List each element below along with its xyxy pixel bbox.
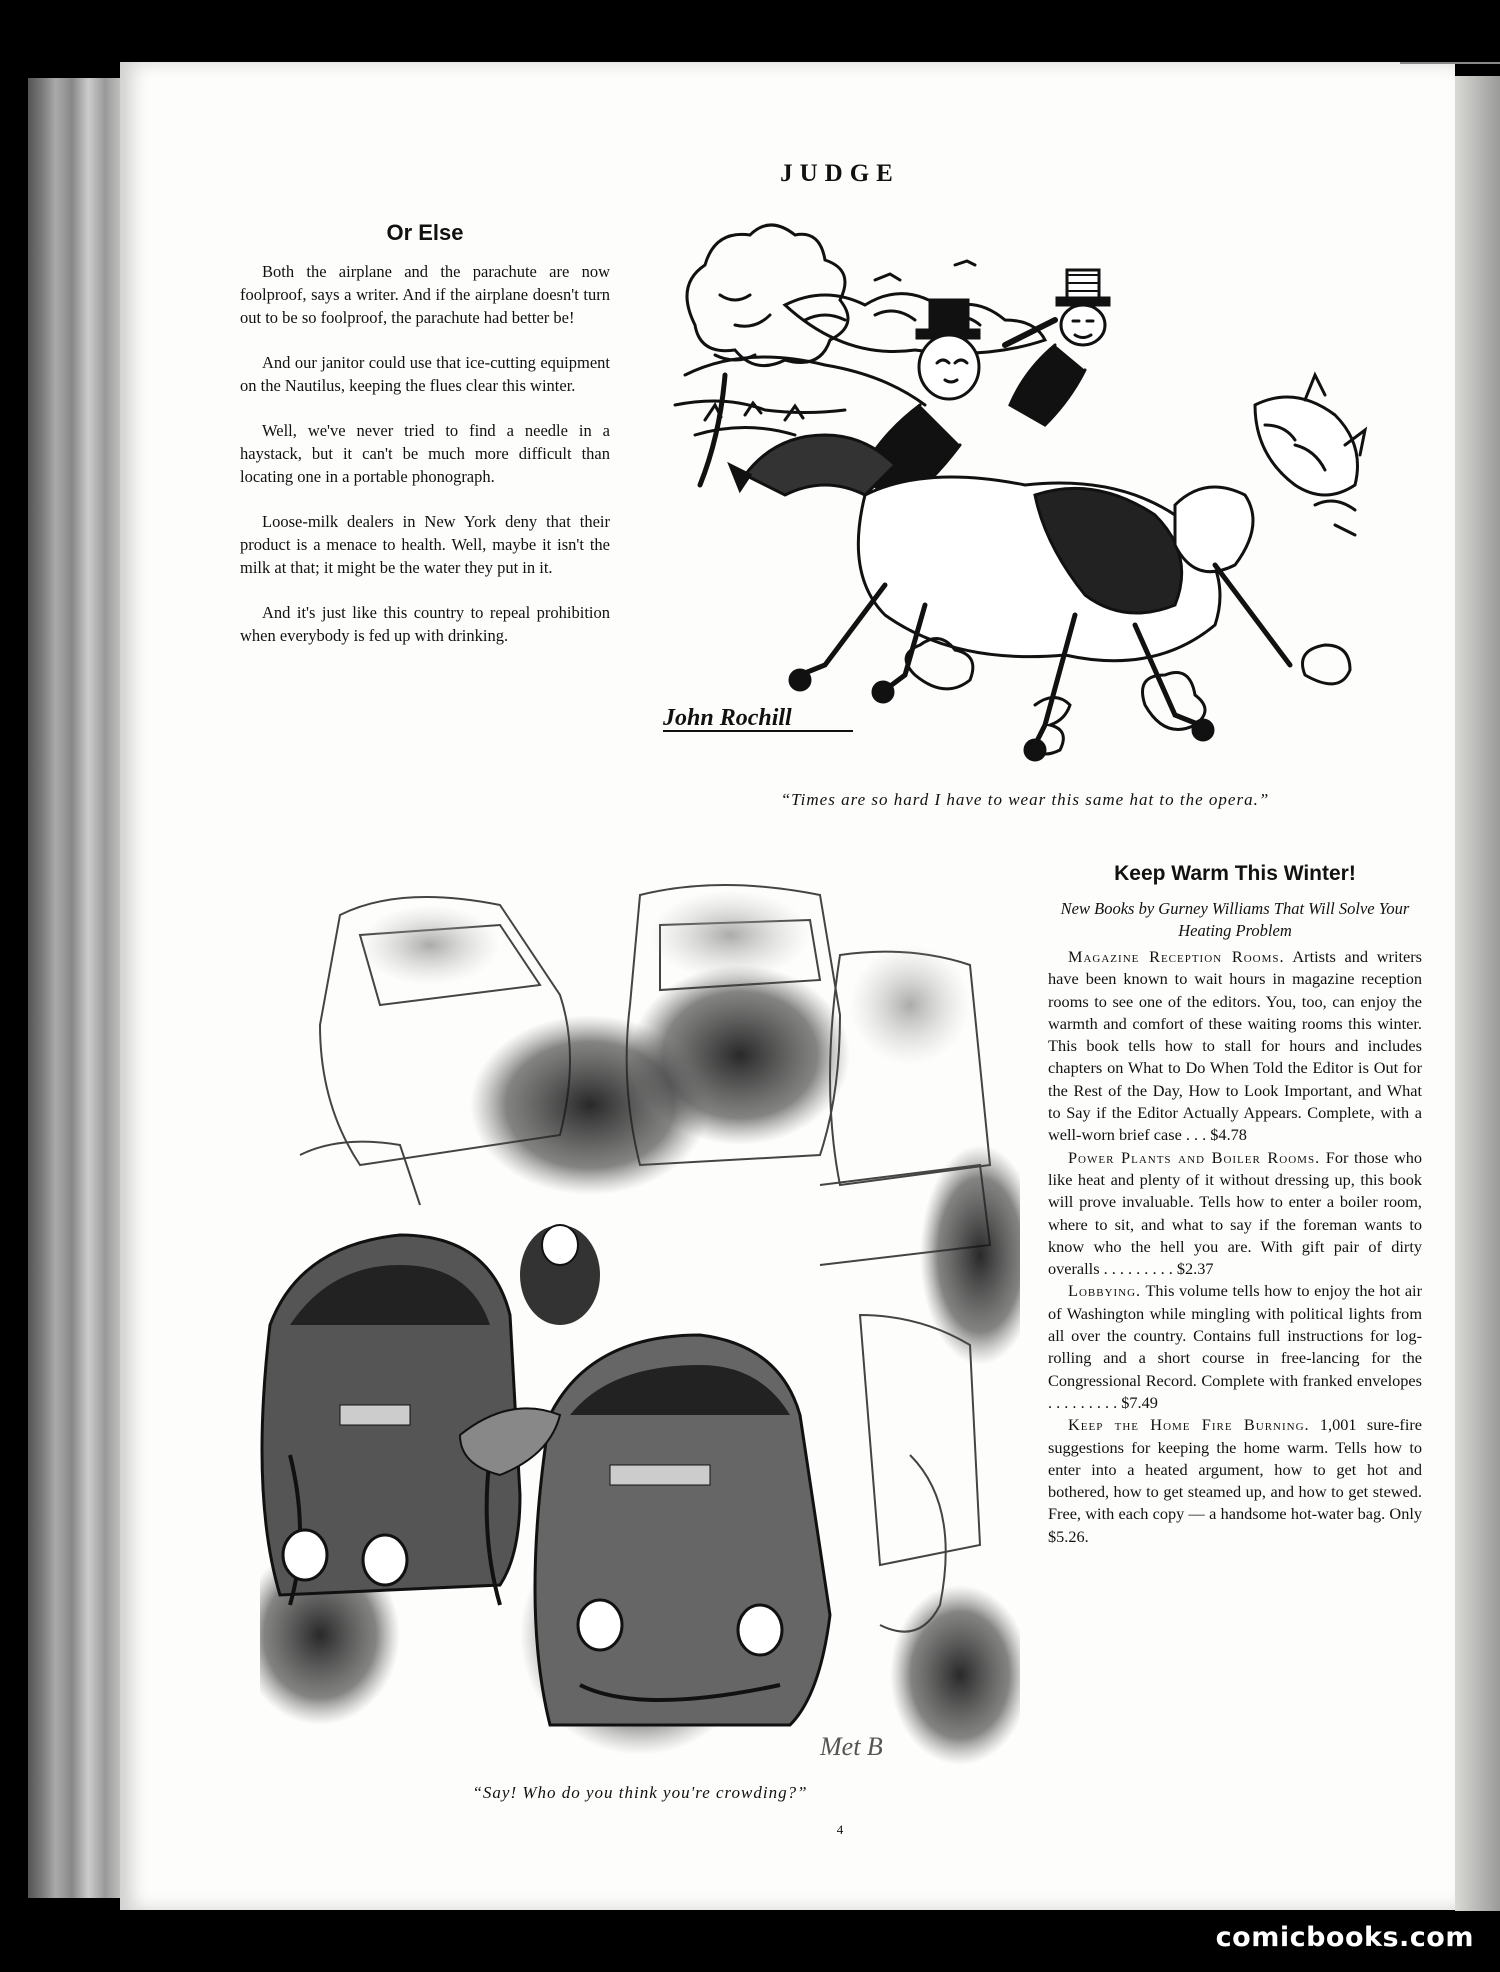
book-entry bbox=[1048, 1414, 1422, 1548]
or-else-paragraph: And it's just like this country to repeal prohibition when everybody is fed up with drinking. bbox=[240, 603, 610, 645]
page-number: 4 bbox=[836, 1822, 844, 1837]
cartoon2-signature: Met B bbox=[820, 1732, 883, 1761]
or-else-paragraph: Well, we've never tried to find a needle in a haystack, but it can't be much more difficult than locating one in a portable phonograph. bbox=[240, 421, 610, 486]
book-entry bbox=[1048, 1280, 1422, 1414]
book-entry bbox=[1048, 946, 1422, 1147]
book-entry-heading: Keep the Home Fire Burning. bbox=[1068, 1415, 1310, 1435]
book-entry-text: This volume tells how to enjoy the hot air of Washington while mingling with political lights from all over the country. Contains full instructions for log-rolling and a short course in free-lancing for the Congressional Record. Complete with franked envelopes . . . . . . . . . $7.49 bbox=[1048, 1281, 1422, 1412]
page-right-edge bbox=[1455, 76, 1500, 1911]
masthead: JUDGE bbox=[780, 160, 900, 187]
book-entry-heading: Magazine Reception Rooms. bbox=[1068, 947, 1285, 966]
traffic-jam-cartoon bbox=[260, 855, 1020, 1785]
book-entry-heading: Power Plants and Boiler Rooms. bbox=[1068, 1147, 1321, 1167]
or-else-title: Or Else bbox=[386, 220, 464, 245]
site-watermark: comicbooks.com bbox=[1215, 1922, 1474, 1953]
keep-warm-subtitle: New Books by Gurney Williams That Will Solve Your Heating Problem bbox=[1060, 899, 1410, 940]
book-entry-text: Artists and writers have been known to wait hours in magazine reception rooms to see one of the editors. You, too, can enjoy the warmth and comfort of these waiting rooms this winter. This book tells how to stall for hours and includes chapters on What to Do When Told the Editor is Out for the Rest of the Day, How to Look Important, and What to Say if the Editor Actually Appears. Complete, with a well-worn brief case . . . $4.78 bbox=[1048, 947, 1423, 1145]
cartoon1-caption: “Times are so hard I have to wear this same hat to the opera.” bbox=[780, 790, 1270, 809]
or-else-paragraph: Loose-milk dealers in New York deny that their product is a menace to health. Well, maybe it isn't the milk at that; it might be the water they put in it. bbox=[240, 512, 610, 577]
keep-warm-column bbox=[1048, 862, 1422, 1548]
or-else-column bbox=[240, 220, 610, 669]
cartoon2-caption: “Say! Who do you think you're crowding?” bbox=[472, 1783, 808, 1802]
keep-warm-title: Keep Warm This Winter! bbox=[1114, 862, 1356, 885]
book-entry-heading: Lobbying. bbox=[1068, 1281, 1142, 1301]
or-else-paragraph: And our janitor could use that ice-cutting equipment on the Nautilus, keeping the flues clear this winter. bbox=[240, 353, 610, 395]
cartoon1-signature: John Rochill bbox=[663, 705, 792, 731]
or-else-paragraph: Both the airplane and the parachute are now foolproof, says a writer. And if the airplane doesn't turn out to be so foolproof, the parachute had better be! bbox=[240, 262, 610, 327]
book-entry bbox=[1048, 1147, 1422, 1281]
book-entry-text: For those who like heat and plenty of it without dressing up, this book will prove invaluable. Tells how to enter a boiler room, where to sit, and what to say if the foreman wants to know who the hell you are. With gift pair of dirty overalls . . . . . . . . . $2.37 bbox=[1048, 1147, 1422, 1279]
fox-hunt-cartoon bbox=[655, 205, 1405, 775]
top-edge-line bbox=[1400, 62, 1500, 64]
book-entry-text: 1,001 sure-fire suggestions for keeping the home warm. Tells how to enter into a heated argument, how to get hot and bothered, how to get steamed up, and how to get stewed. Free, with each copy — a handsome hot-water bag. Only $5.26. bbox=[1048, 1415, 1422, 1546]
